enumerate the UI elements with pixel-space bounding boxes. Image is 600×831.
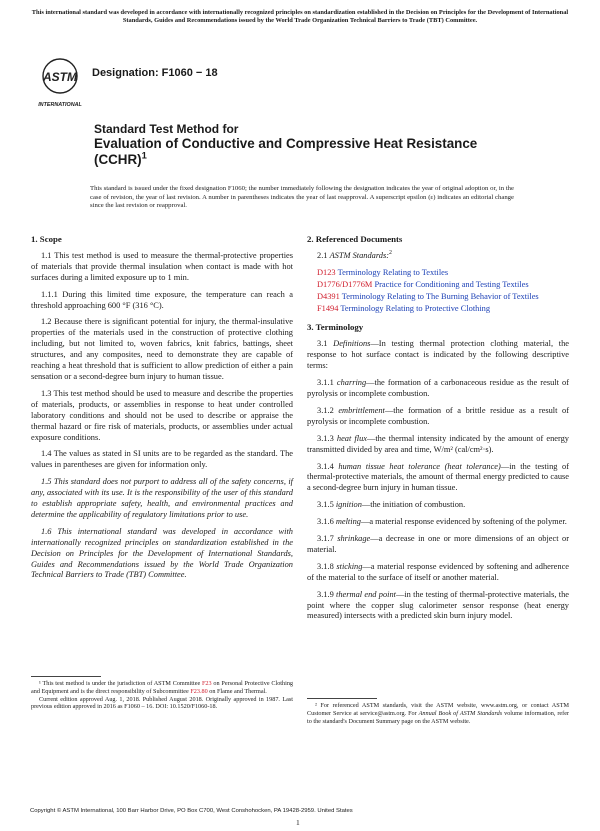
reference-list <box>307 268 569 315</box>
reference-link[interactable]: D1776/D1776M <box>317 279 373 289</box>
definition-3-1-5: 3.1.5 ignition—the initiation of combustion. <box>317 500 466 510</box>
copyright-line: Copyright © ASTM International, 100 Barr Harbor Drive, PO Box C700, West Conshohocken, PA 19428-2959. United States <box>30 808 353 814</box>
section-heading-referenced-documents: 2. Referenced Documents <box>307 234 403 244</box>
subcommittee-link[interactable]: F23.80 <box>190 687 208 695</box>
footnote-rule-right <box>307 698 377 699</box>
reference-title-link[interactable]: Practice for Conditioning and Testing Textiles <box>374 279 529 289</box>
section-heading-terminology: 3. Terminology <box>307 322 364 333</box>
reference-item <box>317 280 569 291</box>
definition-3-1-2: 3.1.2 embrittlement—the formation of a brittle residue as a result of pyrolysis or incomplete combustion. <box>307 405 569 426</box>
paragraph-2-1: 2.1 ASTM Standards:$^2$ <box>317 250 392 260</box>
reference-link[interactable]: D4391 <box>317 291 340 301</box>
title-line-2: Evaluation of Conductive and Compressive Heat Resistance <box>94 136 478 151</box>
paragraph-1-1-1: 1.1.1 During this limited time exposure, the temperature can reach a threshold approaching 600 °F (316 °C). <box>31 289 293 310</box>
paragraph-1-3: 1.3 This test method should be used to measure and describe the properties of materials, products, or assemblies in response to heat under controlled laboratory conditions and should not be used to describe or appraise the thermal hazard or fire risk of materials, products, or assemblies under actual exposure conditions. <box>31 388 293 442</box>
left-column <box>31 234 293 587</box>
page-number: 1 <box>296 818 300 827</box>
paragraph-1-6: 1.6 This international standard was developed in accordance with internationally recognized principles on standardization established in the Decision on Principles for the Development of International Standards, Guides and Recommendations issued by the World Trade Organization Technical Barriers to Trade (TBT) Committee. <box>31 526 293 580</box>
issuance-note: This standard is issued under the fixed designation F1060; the number immediately following the designation indicates the year of original adoption or, in the case of revision, the year of last revision. A number in parentheses indicates the year of last reapproval. A superscript epsilon (ε) indicates an editorial change since the last revision or reapproval. <box>90 185 514 210</box>
document-title <box>94 122 534 168</box>
reference-item <box>317 304 569 315</box>
footnote-rule-left <box>31 676 101 677</box>
designation: Designation: F1060 − 18 <box>92 67 218 79</box>
definition-3-1-8: 3.1.8 sticking—a material response evidenced by softening and adherence of the material to the surface of itself or another material. <box>307 561 569 582</box>
tbt-notice: This international standard was developed in accordance with internationally recognized principles on standardization established in the Decision on Principles for the Development of International Standards, Guides and Recommendations issued by the World Trade Organization Technical Barriers to Trade (TBT) Committee. <box>31 9 569 25</box>
reference-link[interactable]: F1494 <box>317 303 339 313</box>
section-heading-scope: 1. Scope <box>31 234 62 244</box>
paragraph-3-1: 3.1 Definitions—In testing thermal protection clothing material, the response to hot surface contact is indicated by the following descriptive terms: <box>307 339 569 371</box>
footnote-1: ¹ This test method is under the jurisdiction of ASTM Committee F23 on Personal Protective Clothing and Equipment and is the direct responsibility of Subcommittee F23.80 on Flame and Thermal. Current edition approved Aug. 1, 2018. Published August 2018. Originally approved in 1987. Last previous edition approved in 2016 as F1060 – 16. DOI: 10.1520/F1060-18. <box>31 680 294 711</box>
definition-3-1-4: 3.1.4 human tissue heat tolerance (heat tolerance)—in the testing of thermal-protective materials, the amount of thermal energy predicted to cause a second-degree burn injury in human tissue. <box>307 461 570 493</box>
title-line-3: (CCHR)$^1$ <box>94 150 147 167</box>
reference-title-link[interactable]: Terminology Relating to Protective Clothing <box>340 303 491 313</box>
definition-3-1-9: 3.1.9 thermal end point—in the testing of thermal-protective materials, the point where the copper slug calorimeter sensor response (heat energy measured) intersects with a predicted skin burn injury model. <box>307 589 569 621</box>
reference-item <box>317 268 569 279</box>
definition-3-1-7: 3.1.7 shrinkage—a decrease in one or more dimensions of an object or material. <box>307 534 570 554</box>
reference-title-link[interactable]: Terminology Relating to The Burning Behavior of Textiles <box>341 291 539 301</box>
astm-logo-icon <box>38 56 82 110</box>
definition-3-1-3: 3.1.3 heat flux—the thermal intensity indicated by the amount of energy transmitted divided by area and time, W/m² (cal/cm²·s). <box>307 433 569 454</box>
paragraph-1-2: 1.2 Because there is significant potential for injury, the thermal-insulative properties of the materials used in the construction of protective clothing including, but not limited to, woven fabrics, knit fabrics, battings, sheet structures, and any composites, need to demonstrate they are capable of reaching a heat threshold that is sufficient to allow prediction of either a pain sensation or a second-degree burn injury to human tissue. <box>31 317 293 381</box>
footnote-2: ² For referenced ASTM standards, visit the ASTM website, www.astm.org, or contact ASTM Customer Service at service@astm.org. For Annual Book of ASTM Standards volume information, refer to the standard's Document Summary page on the ASTM website. <box>307 702 570 725</box>
right-column <box>307 234 569 628</box>
definition-3-1-1: 3.1.1 charring—the formation of a carbonaceous residue as the result of pyrolysis or incomplete combustion. <box>307 378 570 398</box>
definition-3-1-6: 3.1.6 melting—a material response evidenced by softening of the polymer. <box>317 517 567 527</box>
svg-text:ASTM: ASTM <box>43 70 77 84</box>
paragraph-1-1: 1.1 This test method is used to measure the thermal-protective properties of materials that provide thermal insulation when contact is made with hot surfaces during a limited exposure up to 1 min. <box>31 250 293 282</box>
paragraph-1-5: 1.5 This standard does not purport to address all of the safety concerns, if any, associated with its use. It is the responsibility of the user of this standard to establish appropriate safety, health, and environmental practices and determine the applicability of regulatory limitations prior to use. <box>31 477 293 519</box>
svg-text:INTERNATIONAL: INTERNATIONAL <box>38 102 82 108</box>
title-line-1: Standard Test Method for <box>94 122 239 136</box>
paragraph-1-4: 1.4 The values as stated in SI units are to be regarded as the standard. The values in parentheses are given for information only. <box>31 449 293 470</box>
reference-item <box>317 292 569 303</box>
reference-link[interactable]: D123 <box>317 267 336 277</box>
reference-title-link[interactable]: Terminology Relating to Textiles <box>337 267 449 277</box>
committee-link[interactable]: F23 <box>201 680 212 687</box>
